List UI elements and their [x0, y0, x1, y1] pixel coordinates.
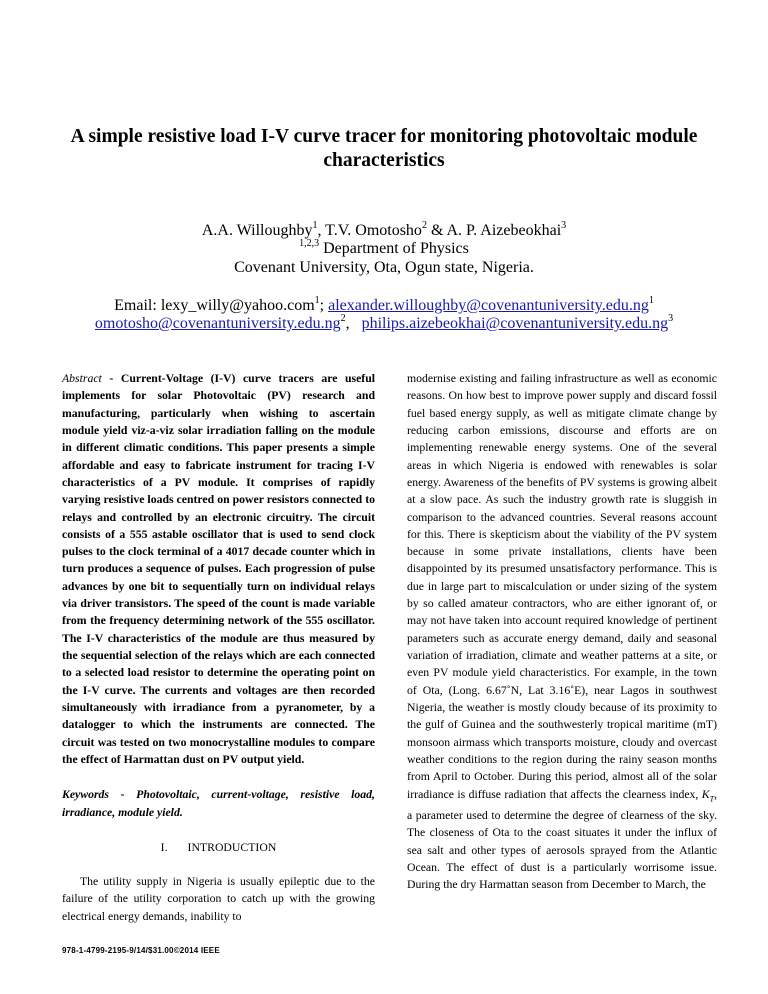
email-line-1: Email: lexy_willy@yahoo.com$^1$; $alexander.willoughby@covenantuniversity.edu.ng^1$ [114, 294, 654, 314]
email-1: lexy_willy@yahoo.com [160, 297, 315, 314]
copyright-footer: 978-1-4799-2195-9/14/$31.00©2014 IEEE [62, 946, 220, 955]
author-3: & A. P. Aizebeokhai [426, 222, 562, 239]
email-3-link[interactable]: omotosho@covenantuniversity.edu.ng [94, 315, 341, 332]
kt-symbol: $K_T$ [701, 787, 715, 803]
keywords: Keywords - Photovoltaic, current-voltage, resistive load, irradiance, module yield. [62, 788, 375, 819]
email-4-link[interactable]: philips.aizebeokhai@covenantuniversity.edu.ng [361, 315, 669, 332]
section-title: INTRODUCTION [187, 840, 277, 854]
section-number: I. [160, 840, 168, 854]
left-column [62, 370, 375, 925]
right-column [407, 370, 717, 894]
author-1: A.A. Willoughby [201, 222, 313, 239]
email-2-link[interactable]: alexander.willoughby@covenantuniversity.edu.ng [328, 297, 649, 314]
intro-paragraph-right: modernise existing and failing infrastructure as well as economic reasons. On how best to improve power supply and discard fossil fuel based energy supply, as well as mitigate climate change by reducing carbon emissions, discourse and efforts are on implementing renewable energy systems. One of the several areas in which Nigeria is endowed with renewables is solar energy. Awareness of the benefits of PV systems is growing albeit at a slow pace. As such the industry growth rate is sluggish in comparison to the advanced countries. Several reasons account for this. There is skepticism about the viability of the PV system because in some private installations, clients have been disappointed by its presumed unsatisfactory performance. This is due in large part to miscalculation or under sizing of the system by so called amateur contractors, who are either ignorant of, or may not have taken into account required knowledge of pertinent parameters such as accurate energy demand, daily and seasonal variation of irradiation, climate and weather patterns at a site, or even PV module yield characteristics. For example, in the town of Ota, (Long. 6.67˚N, Lat 3.16˚E), near Lagos in southwest Nigeria, the weather is mostly cloudy because of its proximity to the gulf of Guinea and the southwesterly tropical maritime (mT) monsoon airmass which transports moisture, cloudy and overcast weather conditions to the region during the rainy season months from April to October. During this period, almost all of the solar irradiance is diffuse radiation that affects the clearness index, $K_T$, a parameter used to determine the degree of clearness of the sky. The closeness of Ota to the coast situates it under the influx of sea salt and other types of aerosols sprayed from the Atlantic Ocean. The effect of dust is a particularly worrisome issue. During the dry Harmattan season from December to March, the [407, 372, 717, 892]
intro-paragraph-left: The utility supply in Nigeria is usually epileptic due to the failure of the utility corporation to catch up with the growing electrical energy demands, inability to [62, 875, 375, 923]
paper-title: A simple resistive load I-V curve tracer for monitoring photovoltaic module characteristics [70, 126, 698, 171]
affiliation-dept: $^{1,2,3}$ Department of Physics [299, 237, 469, 257]
email-line-2: $omotosho@covenantuniversity.edu.ng^2$, $philips.aizebeokhai@covenantuniversity.edu.ng^3$ [94, 312, 674, 332]
abstract-text: - Current-Voltage (I-V) curve tracers are useful implements for solar Photovoltaic (PV) research and manufacturing, particularly when wishing to ascertain module yield viz-a-viz solar irradiation falling on the module in different climatic conditions. This paper presents a simple affordable and easy to fabricate instrument for tracing I-V characteristics of a PV module. It comprises of rapidly varying resistive loads centred on power resistors connected to relays and controlled by an electronic circuitry. The circuit consists of a 555 astable oscillator that is used to send clock pulses to the clock terminal of a 4017 decade counter which in turn produces a sequence of pulses. Each progression of pulse advances by one bit to sequentially turn on individual relays via driver transistors. The speed of the count is made variable from the frequency determining network of the 555 oscillator. The I-V characteristics of the module are thus measured by the sequential selection of the relays which are each connected to a selected load resistor to determine the operating point on the I-V curve. The currents and voltages are then recorded simultaneously with irradiance from a pyranometer, by a datalogger to which the instruments are connected. The circuit was tested on two monocrystalline modules to compare the effect of Harmattan dust on PV output yield. [62, 372, 375, 766]
section-heading [62, 839, 375, 856]
author-2: , T.V. Omotosho [317, 222, 422, 239]
abstract [62, 370, 375, 768]
author-line: A.A. Willoughby$^1$, T.V. Omotosho$^2$ & A. P. Aizebeokhai$^3$ [201, 219, 567, 239]
affiliation-institution: Covenant University, Ota, Ogun state, Nigeria. [234, 259, 534, 276]
abstract-label: Abstract [62, 372, 102, 385]
